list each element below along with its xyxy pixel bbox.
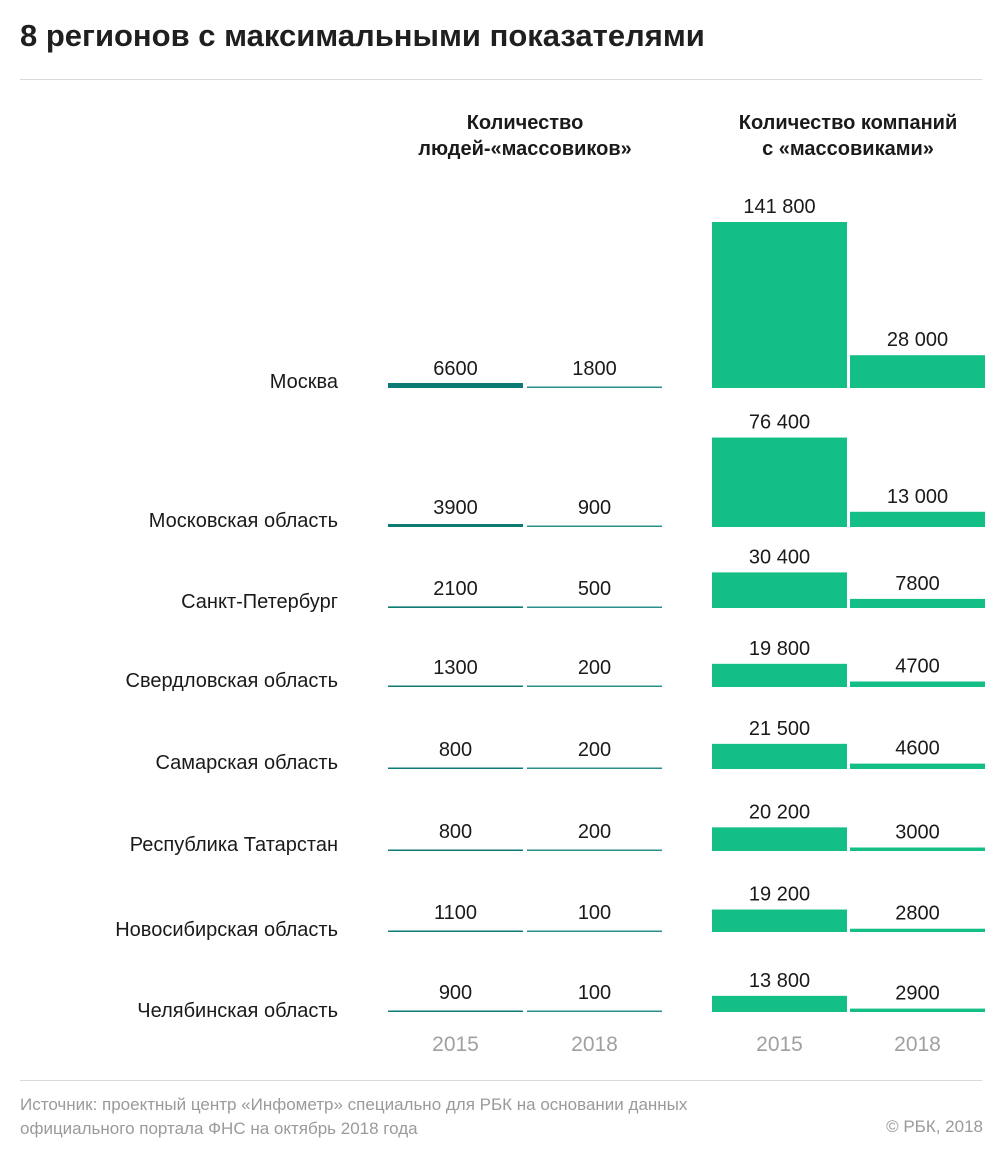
company-value-label-2015-4: 21 500 (748, 717, 811, 740)
people-bar-2018-7 (527, 1011, 662, 1013)
chart-title: 8 регионов с максимальными показателями (20, 18, 705, 53)
company-bar-2015-6 (712, 910, 847, 932)
region-label-3: Свердловская область (125, 670, 338, 692)
region-label-7: Челябинская область (137, 1000, 338, 1022)
people-bar-2015-2 (388, 606, 523, 608)
company-value-label-2018-4: 4600 (895, 737, 940, 760)
people-bar-2015-5 (388, 850, 523, 852)
panel-0-title-line-1: людей-«массовиков» (418, 138, 632, 160)
people-bar-2018-2 (527, 607, 662, 609)
copyright: © РБК, 2018 (886, 1117, 983, 1136)
people-value-label-2018-4: 200 (577, 739, 612, 761)
company-value-label-2015-7: 13 800 (748, 969, 811, 992)
company-bar-2015-7 (712, 996, 847, 1012)
region-label-1: Московская область (148, 510, 338, 532)
people-value-label-2018-6: 100 (577, 902, 612, 924)
people-bar-2015-3 (388, 686, 523, 688)
region-label-4: Самарская область (155, 752, 338, 774)
people-value-label-2015-0: 6600 (433, 358, 478, 380)
people-bar-2015-1 (388, 524, 523, 527)
panel-1-title-line-0: Количество компаний (738, 112, 958, 134)
panel-1-title-line-1: с «массовиками» (762, 138, 934, 160)
bottom-divider (20, 1080, 982, 1081)
people-value-label-2018-7: 100 (577, 982, 612, 1004)
people-bar-2018-3 (527, 686, 662, 688)
people-bar-2015-0 (388, 383, 523, 388)
region-label-6: Новосибирская область (115, 919, 338, 941)
company-value-label-2018-3: 4700 (895, 655, 940, 678)
company-value-label-2015-0: 141 800 (743, 196, 816, 218)
year-label-people-2018: 2018 (571, 1033, 618, 1056)
company-bar-2018-4 (850, 764, 985, 769)
people-bar-2018-1 (527, 526, 662, 528)
people-value-label-2018-3: 200 (577, 657, 612, 679)
company-bar-2018-3 (850, 681, 985, 687)
panel-0-title-line-0: Количество (466, 112, 584, 134)
company-bar-2018-5 (850, 847, 985, 851)
people-value-label-2018-2: 500 (577, 578, 612, 600)
source-line-2: официального портала ФНС на октябрь 2018 года (20, 1119, 418, 1138)
people-value-label-2018-5: 200 (577, 821, 612, 843)
company-bar-2015-5 (712, 827, 847, 851)
people-value-label-2018-1: 900 (577, 497, 612, 519)
company-bar-2018-2 (850, 599, 985, 608)
people-value-label-2015-6: 1100 (433, 902, 478, 924)
company-bar-2018-1 (850, 512, 985, 527)
region-label-2: Санкт-Петербург (181, 591, 338, 613)
company-value-label-2018-7: 2900 (895, 982, 940, 1005)
source-line-1: Источник: проектный центр «Инфометр» специально для РБК на основании данных (20, 1095, 688, 1114)
company-bar-2015-2 (712, 572, 847, 608)
company-value-label-2015-5: 20 200 (748, 801, 811, 824)
people-value-label-2018-0: 1800 (572, 358, 617, 380)
people-value-label-2015-2: 2100 (433, 578, 478, 600)
year-label-people-2015: 2015 (432, 1033, 479, 1056)
people-value-label-2015-7: 900 (438, 982, 473, 1004)
people-value-label-2015-1: 3900 (433, 497, 478, 519)
people-value-label-2015-4: 800 (438, 739, 473, 761)
source-note (20, 1093, 687, 1141)
company-value-label-2015-6: 19 200 (748, 883, 811, 906)
people-bar-2018-6 (527, 931, 662, 933)
people-bar-2018-4 (527, 768, 662, 770)
company-bar-2015-1 (712, 438, 847, 527)
company-bar-2015-3 (712, 664, 847, 687)
region-label-0: Москва (269, 371, 338, 393)
company-value-label-2015-3: 19 800 (748, 637, 811, 660)
company-bar-2018-7 (850, 1009, 985, 1012)
people-value-label-2015-5: 800 (438, 821, 473, 843)
company-value-label-2015-2: 30 400 (748, 546, 811, 569)
company-bar-2015-4 (712, 744, 847, 769)
company-value-label-2018-1: 13 000 (886, 485, 949, 508)
people-bar-2015-6 (388, 931, 523, 933)
region-label-5: Республика Татарстан (129, 834, 338, 856)
company-value-label-2018-0: 28 000 (886, 329, 949, 352)
company-value-label-2018-5: 3000 (895, 821, 940, 844)
people-value-label-2015-3: 1300 (433, 657, 478, 679)
company-bar-2018-0 (850, 355, 985, 388)
people-bar-2018-0 (527, 387, 662, 389)
year-label-companies-2018: 2018 (894, 1033, 941, 1056)
company-value-label-2018-6: 2800 (895, 902, 940, 925)
company-value-label-2018-2: 7800 (895, 572, 940, 595)
company-value-label-2015-1: 76 400 (748, 411, 811, 434)
year-label-companies-2015: 2015 (756, 1033, 803, 1056)
company-bar-2018-6 (850, 929, 985, 932)
people-bar-2015-7 (388, 1011, 523, 1013)
people-bar-2015-4 (388, 768, 523, 770)
people-bar-2018-5 (527, 850, 662, 852)
company-bar-2015-0 (712, 222, 847, 388)
